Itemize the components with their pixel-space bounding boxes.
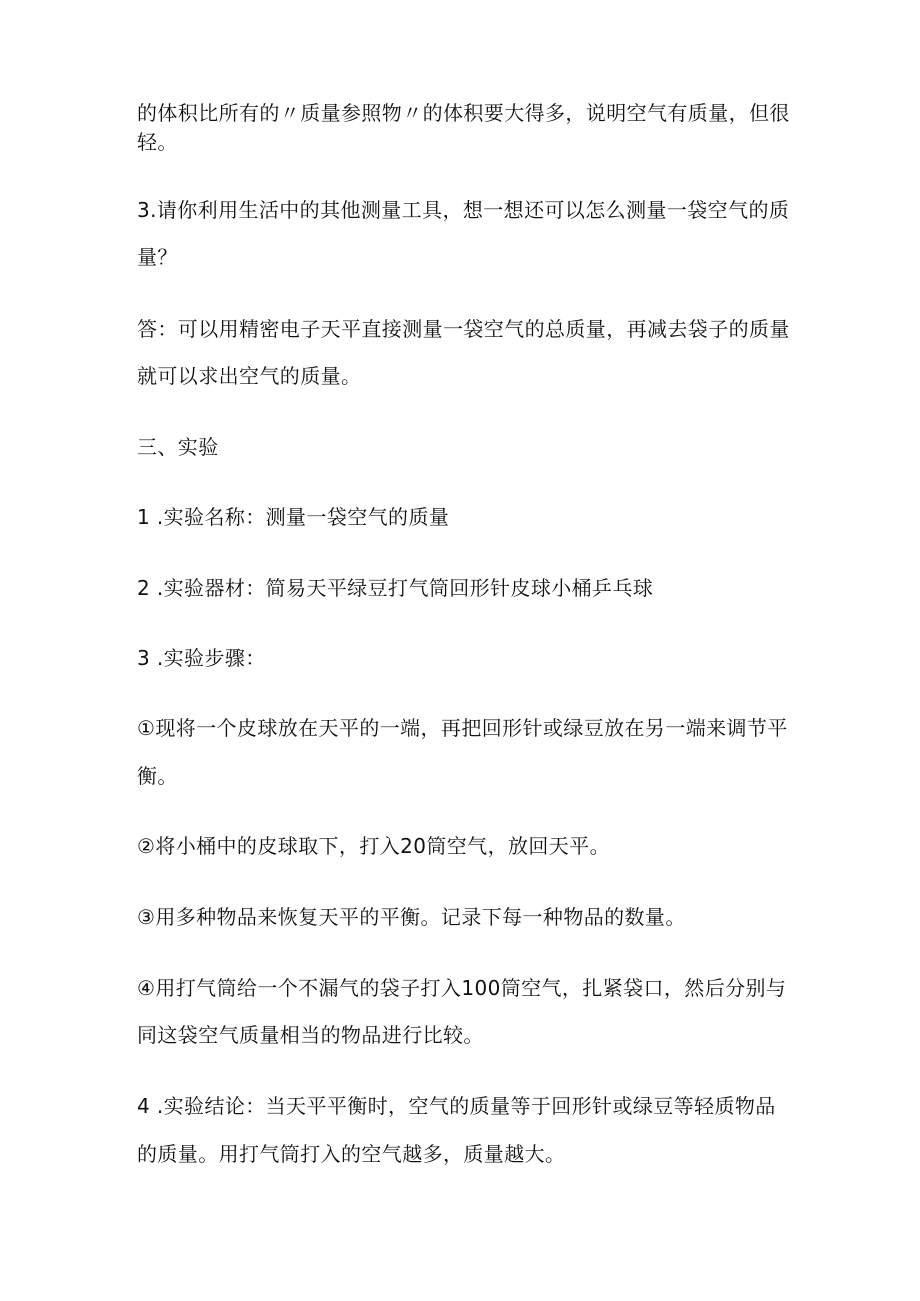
section-heading: 三、实验	[137, 435, 219, 459]
paragraph-line: 轻。	[137, 130, 178, 154]
step-line: ②将小桶中的皮球取下，打入20筒空气，放回天平。	[137, 834, 610, 858]
paragraph-line: 的体积比所有的〃质量参照物〃的体积要大得多，说明空气有质量，但很	[137, 101, 790, 125]
step-line: ④用打气筒给一个不漏气的袋子打入100筒空气，扎紧袋口，然后分别与	[137, 976, 787, 1000]
experiment-conclusion-line: 的质量。用打气筒打入的空气越多，质量越大。	[137, 1142, 566, 1166]
answer-line: 答：可以用精密电子天平直接测量一袋空气的总质量，再减去袋子的质量	[137, 317, 790, 341]
experiment-materials-line: 2 .实验器材：简易天平绿豆打气筒回形针皮球小桶乒乓球	[137, 576, 654, 600]
experiment-name-line: 1 .实验名称：测量一袋空气的质量	[137, 505, 450, 529]
question-line: 量？	[137, 245, 178, 269]
experiment-conclusion-line: 4 .实验结论：当天平平衡时，空气的质量等于回形针或绿豆等轻质物品	[137, 1094, 776, 1118]
step-line: 同这袋空气质量相当的物品进行比较。	[137, 1023, 484, 1047]
question-line: 3.请你利用生活中的其他测量工具，想一想还可以怎么测量一袋空气的质	[137, 198, 790, 222]
experiment-steps-heading: 3 .实验步骤：	[137, 646, 266, 670]
step-line: ①现将一个皮球放在天平的一端，再把回形针或绿豆放在另一端来调节平	[137, 716, 788, 740]
answer-line: 就可以求出空气的质量。	[137, 364, 362, 388]
step-line: 衡。	[137, 764, 178, 788]
step-line: ③用多种物品来恢复天平的平衡。记录下每一种物品的数量。	[137, 905, 686, 929]
